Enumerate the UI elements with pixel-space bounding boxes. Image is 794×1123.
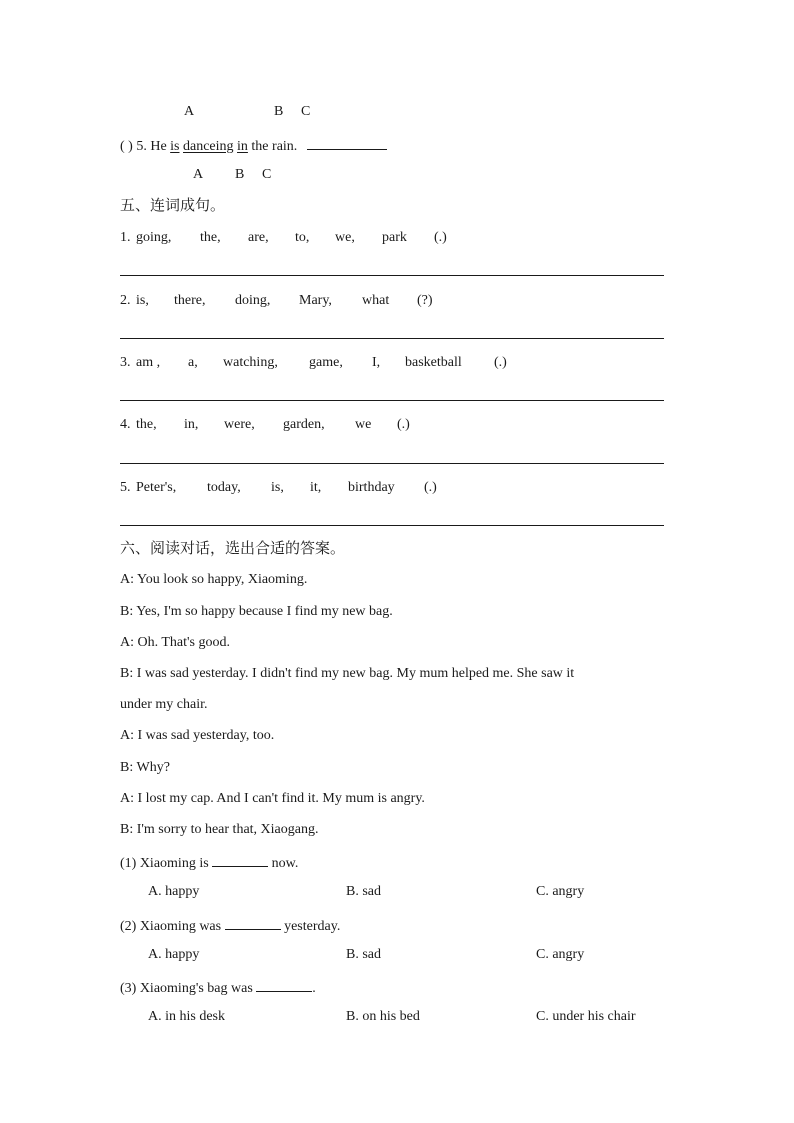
dialogue-line: B: I'm sorry to hear that, Xiaogang. bbox=[120, 822, 319, 837]
question-text: (3) Xiaoming's bag was bbox=[120, 981, 253, 996]
punctuation: (.) bbox=[434, 230, 447, 245]
punctuation: (.) bbox=[424, 480, 437, 495]
word-tile: Mary, bbox=[299, 293, 332, 308]
item-number: 2. bbox=[120, 293, 131, 308]
answer-line[interactable] bbox=[120, 400, 664, 401]
option-label-c: C bbox=[301, 104, 311, 119]
sentence-rest: the rain. bbox=[251, 139, 298, 154]
option-c[interactable]: C. angry bbox=[536, 947, 585, 962]
question-number: 5. bbox=[136, 139, 147, 154]
word-tile: birthday bbox=[348, 480, 395, 495]
word-tile: garden, bbox=[283, 417, 325, 432]
word-tile: Peter's, bbox=[136, 480, 177, 495]
option-a[interactable]: A. happy bbox=[148, 884, 200, 899]
dialogue-line: B: I was sad yesterday. I didn't find my new bag. My mum helped me. She saw it bbox=[120, 666, 575, 681]
answer-line[interactable] bbox=[120, 275, 664, 276]
comprehension-question bbox=[120, 854, 298, 871]
item-number: 3. bbox=[120, 355, 131, 370]
word-tile: going, bbox=[136, 230, 172, 245]
item-number: 5. bbox=[120, 480, 131, 495]
option-b[interactable]: B. on his bed bbox=[346, 1009, 420, 1024]
sentence-word: He bbox=[150, 139, 167, 154]
underlined-part-a: is bbox=[170, 139, 180, 154]
word-tile: am , bbox=[136, 355, 161, 370]
part-label-c: C bbox=[262, 167, 272, 182]
word-tile: were, bbox=[224, 417, 255, 432]
dialogue-line: A: Oh. That's good. bbox=[120, 635, 230, 650]
part-label-b: B bbox=[235, 167, 245, 182]
option-label-a: A bbox=[184, 104, 195, 119]
option-label-b: B bbox=[274, 104, 284, 119]
answer-blank[interactable] bbox=[256, 979, 312, 992]
answer-line[interactable] bbox=[120, 338, 664, 339]
section-5-heading: 五、连词成句。 bbox=[120, 196, 226, 214]
word-tile: in, bbox=[184, 417, 199, 432]
word-tile: I, bbox=[372, 355, 381, 370]
question-text: (1) Xiaoming is bbox=[120, 856, 209, 871]
punctuation: (?) bbox=[417, 293, 433, 308]
answer-bracket[interactable]: ( ) bbox=[120, 139, 133, 154]
dialogue-line: under my chair. bbox=[120, 697, 208, 712]
option-a[interactable]: A. in his desk bbox=[148, 1009, 225, 1024]
question-text-end: now. bbox=[271, 856, 299, 871]
comprehension-question bbox=[120, 917, 340, 934]
dialogue-line: A: I lost my cap. And I can't find it. My mum is angry. bbox=[120, 791, 425, 806]
dialogue-line: A: You look so happy, Xiaoming. bbox=[120, 572, 308, 587]
option-a[interactable]: A. happy bbox=[148, 947, 200, 962]
comprehension-question bbox=[120, 979, 316, 996]
word-tile: watching, bbox=[223, 355, 278, 370]
underlined-part-c: in bbox=[237, 139, 248, 154]
answer-line[interactable] bbox=[120, 463, 664, 464]
question-text: (2) Xiaoming was bbox=[120, 919, 222, 934]
answer-blank[interactable] bbox=[212, 854, 268, 867]
word-tile: today, bbox=[207, 480, 241, 495]
option-b[interactable]: B. sad bbox=[346, 884, 381, 899]
underlined-part-b: danceing bbox=[183, 139, 234, 154]
word-tile: the, bbox=[136, 417, 157, 432]
dialogue-line: B: Yes, I'm so happy because I find my new bag. bbox=[120, 604, 393, 619]
word-tile: there, bbox=[174, 293, 206, 308]
answer-line[interactable] bbox=[120, 525, 664, 526]
item-number: 4. bbox=[120, 417, 131, 432]
word-tile: we, bbox=[335, 230, 355, 245]
option-c[interactable]: C. under his chair bbox=[536, 1009, 636, 1024]
word-tile: to, bbox=[295, 230, 310, 245]
option-c[interactable]: C. angry bbox=[536, 884, 585, 899]
word-tile: a, bbox=[188, 355, 198, 370]
word-tile: is, bbox=[271, 480, 284, 495]
word-tile: doing, bbox=[235, 293, 271, 308]
word-tile: basketball bbox=[405, 355, 462, 370]
word-tile: what bbox=[362, 293, 390, 308]
word-tile: the, bbox=[200, 230, 221, 245]
question-text-end: yesterday. bbox=[284, 919, 341, 934]
word-tile: we bbox=[355, 417, 372, 432]
answer-blank[interactable] bbox=[307, 137, 387, 150]
answer-blank[interactable] bbox=[225, 917, 281, 930]
word-tile: is, bbox=[136, 293, 149, 308]
word-tile: it, bbox=[310, 480, 322, 495]
word-tile: game, bbox=[309, 355, 343, 370]
punctuation: (.) bbox=[397, 417, 410, 432]
item-number: 1. bbox=[120, 230, 131, 245]
section-6-heading: 六、阅读对话，选出合适的答案。 bbox=[120, 539, 346, 557]
word-tile: are, bbox=[248, 230, 269, 245]
option-b[interactable]: B. sad bbox=[346, 947, 381, 962]
question-4-5 bbox=[120, 137, 387, 154]
dialogue-line: A: I was sad yesterday, too. bbox=[120, 728, 275, 743]
part-label-a: A bbox=[193, 167, 204, 182]
dialogue-line: B: Why? bbox=[120, 760, 170, 775]
word-tile: park bbox=[382, 230, 407, 245]
punctuation: (.) bbox=[494, 355, 507, 370]
question-text-end: . bbox=[312, 981, 316, 996]
